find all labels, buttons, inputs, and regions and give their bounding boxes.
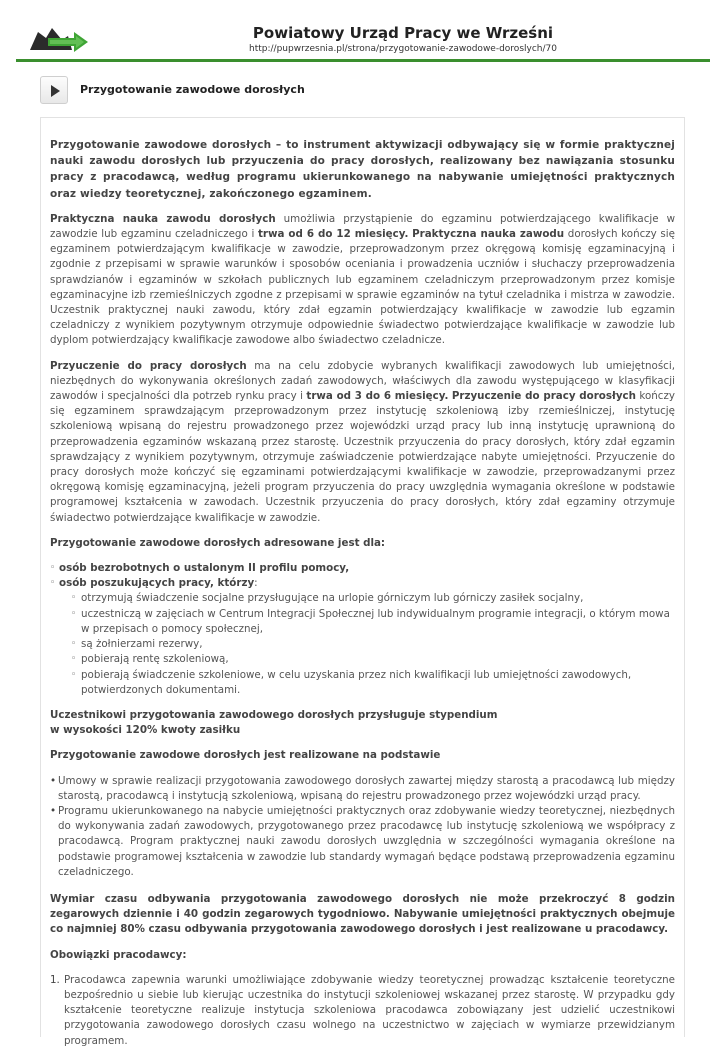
text: ma na celu zdobycie wybranych kwalifikacji zawodowych lub umiejętności, niezbędnych do wykonywania określonych zadań zawodowych, właściwych dla zawodu występującego w klasyfikacji zawodów i specjalności dla potrzeb rynku pracy i	[50, 359, 675, 403]
text-bold: osób bezrobotnych o ustalonym II profilu pomocy,	[59, 562, 350, 575]
list-item: ◦ pobierają rentę szkoleniową,	[71, 652, 675, 667]
duties-heading: Obowiązki pracodawcy:	[50, 948, 187, 961]
job-training-paragraph	[50, 359, 675, 526]
logo-icon	[28, 24, 90, 56]
intro-paragraph: Przygotowanie zawodowe dorosłych – to instrument aktywizacji odbywający się w formie praktycznej nauki zawodu dorosłych lub przyuczenia do pracy dorosłych, realizowany bez nawiązania stosunku pracy z pracodawcą, według programu ukierunkowanego na nabywanie umiejętności praktycznych oraz wiedzy teoretycznej, zakończonego egzaminem.	[50, 139, 675, 200]
list-number: 1.	[50, 973, 60, 986]
stipend-line: Uczestnikowi przygotowania zawodowego dorosłych przysługuje stypendium	[50, 708, 498, 721]
sublist	[71, 591, 675, 697]
article-content	[50, 137, 675, 1049]
arrow-right-icon	[40, 76, 68, 104]
addressed-heading: Przygotowanie zawodowe dorosłych adresowane jest dla:	[50, 536, 386, 549]
page-heading-row	[40, 76, 690, 106]
stipend-heading	[50, 708, 675, 738]
text-bold: trwa od 3 do 6 miesięcy.	[306, 390, 449, 403]
page-title: Przygotowanie zawodowe dorosłych	[80, 83, 305, 96]
text-bold: Praktyczna nauka zawodu	[412, 228, 565, 241]
practical-training-paragraph	[50, 212, 675, 349]
time-paragraph: Wymiar czasu odbywania przygotowania zawodowego dorosłych nie może przekroczyć 8 godzin zegarowych dziennie i 40 godzin zegarowych tygodniowo. Nabywanie umiejętności praktycznych obejmuje co najmniej 80% czasu odbywania przygotowania zawodowego dorosłych i jest realizowane u pracodawcy.	[50, 892, 675, 936]
addressed-list	[50, 561, 675, 698]
basis-heading: Przygotowanie zawodowe dorosłych jest realizowane na podstawie	[50, 749, 441, 762]
text: Pracodawca zapewnia warunki umożliwiające zdobywanie wiedzy teoretycznej prowadząc kształcenie teoretyczne bezpośrednio u siebie lub kierując uczestnika do instytucji szkoleniowej wskazanej przez starostę. W przypadku gdy kształcenie teoretyczne realizuje instytucja szkoleniowa pracodawca zobowiązany jest udzielić uczestnikowi przygotowania zawodowego dorosłych czasu wolnego na uczestnictwo w zajęciach w wymiarze przewidzianym programem.	[64, 973, 675, 1047]
site-url[interactable]: http://pupwrzesnia.pl/strona/przygotowanie-zawodowe-doroslych/70	[249, 44, 557, 54]
duties-list	[50, 973, 675, 1049]
text-bold: osób poszukujących pracy, którzy	[59, 577, 255, 590]
text: :	[254, 577, 258, 590]
list-item: • Umowy w sprawie realizacji przygotowania zawodowego dorosłych zawartej między starostą a pracodawcą lub między starostą, pracodawcą i instytucją szkoleniową, wpisaną do rejestru prowadzonego przez wojewódzki urząd pracy.	[50, 774, 675, 804]
list-item	[50, 561, 675, 576]
list-item: ◦ są żołnierzami rezerwy,	[71, 637, 675, 652]
list-item: ◦ otrzymują świadczenie socjalne przysługujące na urlopie górniczym lub górniczy zasiłek socjalny,	[71, 591, 675, 606]
stipend-line: w wysokości 120% kwoty zasiłku	[50, 724, 241, 737]
text: umożliwia przystąpienie do egzaminu potwierdzającego kwalifikacje w zawodzie lub egzaminu czeladniczego i	[50, 212, 675, 241]
text-bold: Przyuczenie do pracy dorosłych	[451, 390, 636, 403]
basis-list	[50, 774, 675, 880]
list-item: ◦ pobierają świadczenie szkoleniowe, w celu uzyskania przez nich kwalifikacji lub umiejętności zawodowych, potwierdzonych dokumentami.	[71, 668, 675, 698]
list-item: ◦ uczestniczą w zajęciach w Centrum Integracji Społecznej lub indywidualnym programie integracji, o którym mowa w przepisach o pomocy społecznej,	[71, 607, 675, 637]
text: kończy się egzaminem sprawdzającym przeprowadzonym przez instytucję szkoleniową izby rzemieślniczej, instytucję szkoleniową wpisaną do rejestru prowadzonego przez wojewódzki urząd pracy lub inną instytucję uprawnioną do przeprowadzenia egzaminów wskazaną przez starostę. Uczestnik przyuczenia do pracy dorosłych, który zdał egzamin sprawdzający z wynikiem pozytywnym, otrzymuje zaświadczenie potwierdzające nabyte umiejętności. Przyuczenie do pracy dorosłych może kończyć się egzaminami potwierdzającymi kwalifikacje w zawodzie, przeprowadzanymi przez okręgową komisję egzaminacyjną, jeżeli program przyuczenia do pracy uwzględnia wymagania określone w podstawie programowej kształcenia w zawodach. Uczestnik przyuczenia do pracy dorosłych, który zdał egzaminy otrzymuje świadectwo potwierdzające kwalifikacje w zawodzie.	[50, 390, 675, 524]
list-item: • Programu ukierunkowanego na nabycie umiejętności praktycznych oraz zdobywanie wiedzy teoretycznej, niezbędnych do wykonywania zadań zawodowych, przygotowanego przez pracodawcę lub instytucję szkoleniową we współpracy z pracodawcą. Program praktycznej nauki zawodu dorosłych uwzględnia w szczególności wymagania określone na podstawie programowej kształcenia w zawodzie lub standardy wymagań będące podstawą przeprowadzenia egzaminu czeladniczego.	[50, 804, 675, 880]
text-bold: trwa od 6 do 12 miesięcy.	[257, 228, 409, 241]
list-item	[50, 973, 675, 1049]
text-bold: Praktyczna nauka zawodu dorosłych	[50, 212, 276, 225]
site-title: Powiatowy Urząd Pracy we Wrześni	[252, 24, 554, 42]
list-item	[50, 576, 675, 698]
site-header	[16, 0, 710, 62]
text-bold: Przyuczenie do pracy dorosłych	[50, 359, 247, 372]
text: dorosłych kończy się egzaminem potwierdzającym kwalifikacje w zawodzie, przeprowadzonym przez okręgową komisję egzaminacyjną i zgodnie z przepisami w sprawie warunków i sposobów oceniania i prowadzenia uczniów i słuchaczy przeprowadzenia sprawdzianów i egzaminów w szkołach publicznych lub egzaminem czeladniczym przeprowadzonym przez komisje egzaminacyjne izb rzemieślniczych zgodne z przepisami w sprawie egzaminów na tytuł czeladnika i mistrza w zawodzie. Uczestnik praktycznej nauki zawodu, który zdał egzamin potwierdzający kwalifikacje w zawodzie lub egzamin czeladniczy z wynikiem pozytywnym otrzymuje odpowiednie świadectwo potwierdzające kwalifikacje w zawodzie lub dyplom potwierdzający kwalifikacje zawodowe albo świadectwo czeladnicze.	[50, 228, 675, 347]
